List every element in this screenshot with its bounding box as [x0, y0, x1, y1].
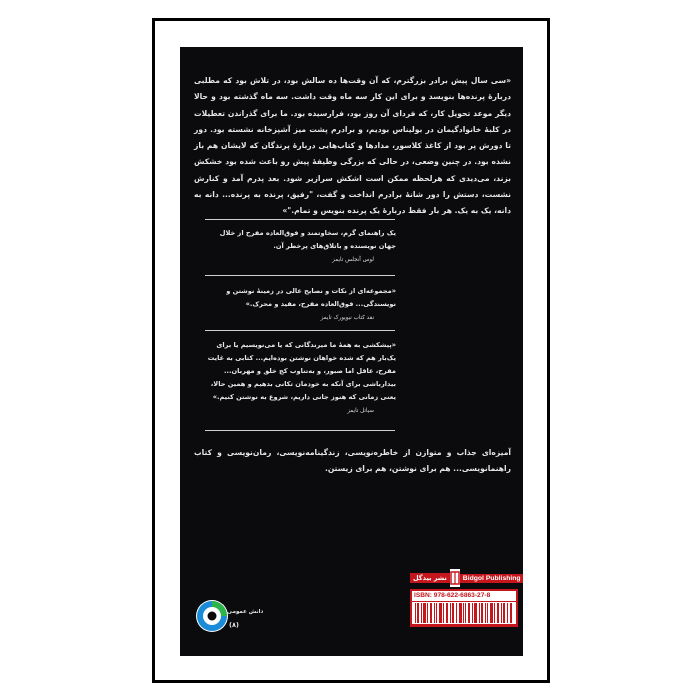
divider: [205, 430, 395, 431]
summary-text: آمیزه‌ای جذاب و متوازن از خاطره‌نویسی، زندگینامه‌نویسی، رمان‌نویسی و کتاب راهنمانویسی... هم برای نوشتن، هم برای زیستن.: [194, 448, 511, 473]
publisher-block: [410, 569, 520, 627]
review-text: یک راهنمای گرم، سخاوتمند و فوق‌العاده مفرح از خلال جهان نویسنده و باتلاق‌های پرخطر آن.: [219, 229, 396, 250]
barcode-box: [410, 589, 518, 627]
publisher-name-en: Bidgol Publishing: [460, 574, 523, 583]
divider: [205, 330, 395, 331]
barcode-icon: [412, 602, 516, 624]
intro-excerpt: «سی سال پیش برادر بزرگترم، که آن وقت‌ها ده سالش بود، در تلاش بود که مطلبی دربارهٔ پرنده‌ها بنویسد و برای این کار سه ماه وقت داشت. سه ماه گذشته بود و حالا دیگر موعد تحویل کار، که فردای آن روز بود، فرارسیده بود. ما برای گذراندن تعطیلات در کلبهٔ خانوادگیمان در بولیناس بودیم، و برادرم پشت میز آشپزخانه نشسته بود. دور تا دورش پر بود از کاغذ کلاسور، مدادها و کتاب‌هایی دربارهٔ پرندگان که لایشان هم باز نشده بود. در چنین وضعی، در حالی که بزرگی وظیفهٔ پیش رو باعث شده بود خشکش بزند، می‌دیدی که هرلحظه ممکن است اشکش سرازیر شود. بعد پدرم آمد و کنارش نشست، دستش را دور شانهٔ برادرم انداخت و گفت، "رفیق، پرنده به پرنده... دانه به دانه، یک به یک. هر بار فقط دربارهٔ یک پرنده بنویس و تمام."»: [194, 76, 511, 216]
review-1: [206, 227, 396, 263]
review-source: لوس آنجلس تایمز: [332, 257, 374, 263]
series-number: (۸): [229, 621, 239, 629]
review-text: «مجموعه‌ای از نکات و نصایح عالی در زمینهٔ نوشتن و نویسندگی... فوق‌العاده مفرح، مفید و محرک.»: [226, 287, 396, 308]
review-source: سیاتل تایمز: [347, 408, 374, 414]
review-2: [206, 285, 396, 321]
divider: [205, 275, 395, 276]
book-back-cover: [180, 47, 523, 656]
eye-icon: [196, 600, 228, 632]
divider: [205, 219, 395, 220]
publisher-name-fa: نشر بیدگل: [410, 573, 450, 583]
series-label: دانش عمومی: [227, 609, 264, 615]
review-3: [206, 339, 396, 414]
publisher-logo-icon: [450, 569, 460, 587]
isbn-label: ISBN: 978-622-6863-27-8: [412, 591, 516, 601]
review-text: «پیشکشی به همهٔ ما میرندگانی که یا می‌نویسیم یا برای یک‌بار هم که شده خواهان نوشتن بوده‌ایم... کتابی به غایت مفرح، عاقل اما صبور، و به‌تناوب کج خلق و مهربان... بیدارباشی برای آنکه به خودمان تکانی بدهیم و همین حالا، یعنی زمانی که هنوز جانی داریم، شروع به نوشتن کنیم.»: [207, 341, 396, 401]
review-source: نقد کتاب نیویورک تایمز: [320, 315, 374, 321]
series-badge: [196, 595, 264, 645]
